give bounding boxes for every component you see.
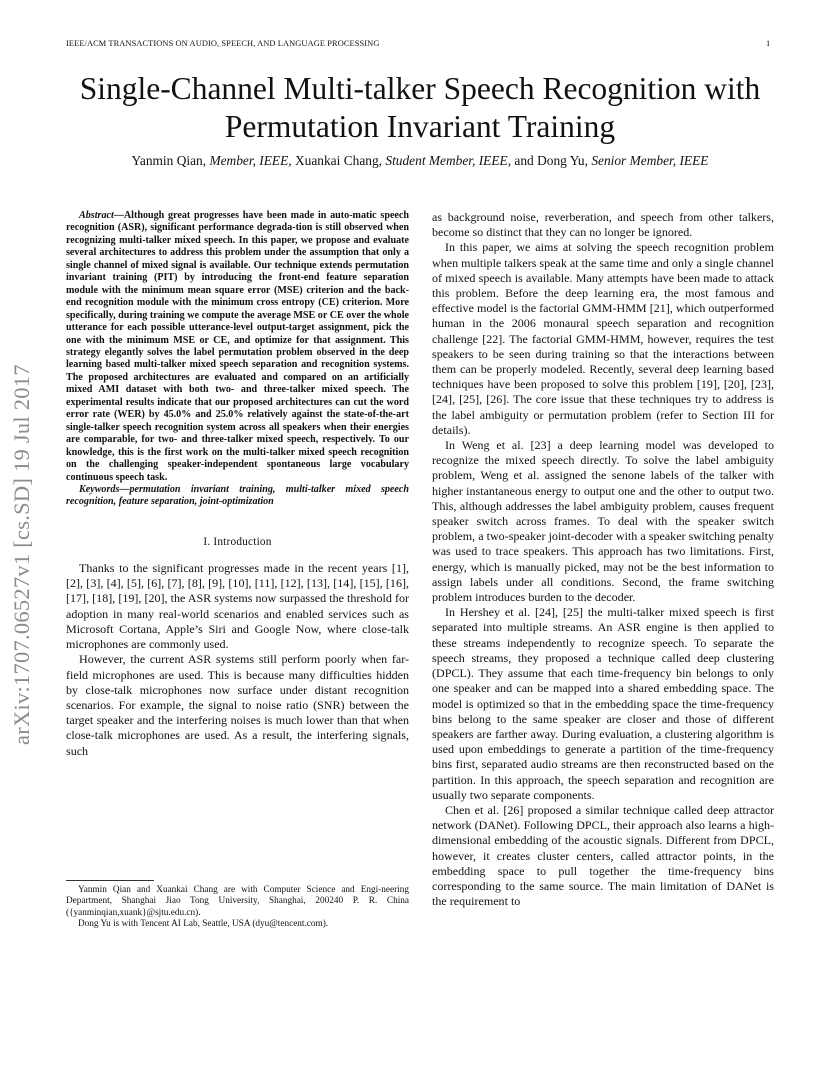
right-column bbox=[432, 210, 774, 909]
body-paragraph: Thanks to the significant progresses made in the recent years [1], [2], [3], [4], [5], [6], [7], [8], [9], [10], [11], [12], [13], [14], [15], [16], [17], [18], [19], [20], the ASR systems now surpassed the threshold for adoption in many real-world scenarios and enabled services such as Microsoft Cortana, Apple’s Siri and Google Now, where close-talk microphones are commonly used. bbox=[66, 561, 409, 652]
author-name: Yanmin Qian, bbox=[131, 153, 207, 168]
abstract-text: —Although great progresses have been made in auto-matic speech recognition (ASR), significant performance degrada-tion is still observed when recognizing multi-talker mixed speech. In this paper, we propose and evaluate several architectures to address this problem under the assumption that only a single channel of mixed signal is available. Our technique extends permutation invariant training (PIT) by introducing the front-end feature separation module with the minimum mean square error (MSE) criterion and the back-end recognition module with the minimum cross entropy (CE) criterion. More specifically, during training we compute the average MSE or CE over the whole utterance for each possible utterance-level output-target assignment, pick the one with the minimum MSE or CE, and optimize for that assignment. This strategy elegantly solves the label permutation problem observed in the deep learning based multi-talker mixed speech separation and recognition systems. The proposed architectures are evaluated and compared on an artificially mixed AMI dataset with both two- and three-talker mixed speech. The experimental results indicate that our proposed architectures can cut the word error rate (WER) by 45.0% and 25.0% relatively against the state-of-the-art single-talker speech recognition system across all speakers when their energies are comparable, for two- and three-talker mixed speech, respectively. To our knowledge, this is the first work on the multi-talker mixed speech recognition on the challenging speaker-independent spontaneous large vocabulary continuous speech task. bbox=[66, 210, 409, 483]
body-paragraph: However, the current ASR systems still perform poorly when far-field microphones are used. This is because many difficulties hidden by close-talk microphones now surface under distant recognition scenarios. For example, the signal to noise ratio (SNR) between the target speaker and the interfering noises is much lower than that when close-talk microphones are used. As a result, the interfering signals, such bbox=[66, 652, 409, 758]
author-name: and Dong Yu, bbox=[514, 153, 588, 168]
footnotes bbox=[66, 880, 409, 931]
left-column bbox=[66, 210, 409, 759]
author-name: Xuankai Chang, bbox=[294, 153, 383, 168]
author-line bbox=[40, 153, 800, 169]
author-membership: Student Member, IEEE, bbox=[385, 153, 512, 168]
footnote: Dong Yu is with Tencent AI Lab, Seattle, USA (dyu@tencent.com). bbox=[78, 919, 329, 930]
footnote-rule bbox=[66, 880, 154, 881]
body-paragraph: In Weng et al. [23] a deep learning model was developed to recognize the mixed speech directly. To solve the label ambiguity problem, Weng et al. assigned the senone labels of the talker with higher instantaneous energy to output one and the other to output two. This, although addresses the label ambiguity problem, causes frequent speaker switch across frames. To deal with the speaker switch problem, a two-speaker joint-decoder with a speaker switching penalty was used to trace speakers. This approach has two limitations. First, energy, which is manually picked, may not be the best information to assign labels under all conditions. Second, the frame switching problem introduces burden to the decoder. bbox=[432, 438, 774, 605]
body-paragraph: as background noise, reverberation, and speech from other talkers, become so distinct that they can no longer be ignored. bbox=[432, 210, 774, 240]
abstract-label: Abstract bbox=[79, 210, 114, 221]
arxiv-stamp: arXiv:1707.06527v1 [cs.SD] 19 Jul 2017 bbox=[9, 364, 34, 745]
body-paragraph: In Hershey et al. [24], [25] the multi-talker mixed speech is first separated into multiple streams. An ASR engine is then applied to these streams independently to recognize speech. To separate the speech streams, they proposed a technique called deep clustering (DPCL). They assume that each time-frequency bin belongs to only one speaker and can be mapped into a shared embedding space. The model is optimized so that in the embedding space the time-frequency bins belong to the same speaker are closer and those of different speakers are farther away. During evaluation, a clustering algorithm is used upon embeddings to generate a partition of the time-frequency bins first, separated audio streams are then reconstructed based on the partition. In this approach, the speech separation and recognition are usually two separate components. bbox=[432, 605, 774, 802]
author-membership: Member, IEEE, bbox=[209, 153, 292, 168]
paper-title: Single-Channel Multi-talker Speech Recognition with Permutation Invariant Training bbox=[79, 71, 761, 144]
body-paragraph: In this paper, we aims at solving the speech recognition problem when multiple talkers speak at the same time and only a single channel of mixed speech is available. Many attempts have been made to attack this problem. Before the deep learning era, the most famous and effective model is the factorial GMM-HMM [21], which outperformed human in the 2006 monaural speech separation and recognition challenge [22]. The factorial GMM-HMM, however, requires the test speakers to be seen during training so that the interactions between them can be properly modeled. Recently, several deep learning based techniques have been proposed to solve this problem [19], [20], [23], [24], [25], [26]. The core issue that these techniques try to address is the label ambiguity or permutation problem (refer to Section III for details). bbox=[432, 240, 774, 437]
abstract bbox=[66, 210, 409, 484]
body-paragraph: Chen et al. [26] proposed a similar technique called deep attractor network (DANet). Following DPCL, their approach also learns a high-dimensional embedding of the acoustic signals. Different from DPCL, however, it creates cluster centers, called attractor points, in the embedding space to pull together the time-frequency bins corresponding to the same source. The main limitation of DANet is the requirement to bbox=[432, 802, 774, 909]
author-membership: Senior Member, IEEE bbox=[591, 153, 709, 168]
keywords: Keywords—permutation invariant training, multi-talker mixed speech recognition, feature separation, joint-optimization bbox=[66, 483, 409, 508]
section-heading: I. Introduction bbox=[203, 535, 272, 548]
footnote: Yanmin Qian and Xuankai Chang are with Computer Science and Engi-neering Department, Shanghai Jiao Tong University, Shanghai, 200240 P. R. China ({yanminqian,xuank}@sjtu.edu.cn). bbox=[66, 885, 409, 918]
page-number: 1 bbox=[766, 39, 771, 48]
running-header: IEEE/ACM TRANSACTIONS ON AUDIO, SPEECH, AND LANGUAGE PROCESSING bbox=[66, 39, 380, 48]
